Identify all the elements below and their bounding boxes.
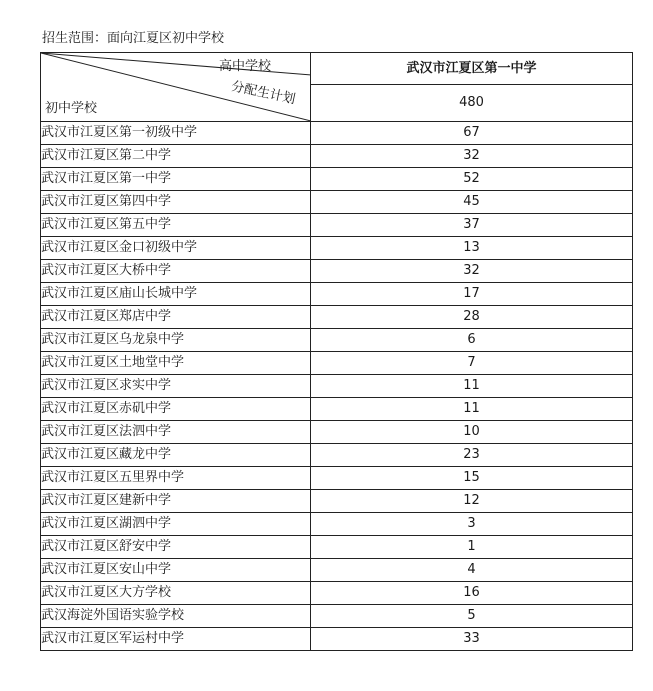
diagonal-label-high-school: 高中学校 [219,59,272,74]
quota-value: 23 [311,444,633,467]
quota-value: 37 [311,214,633,237]
table-row [41,283,633,306]
quota-value: 5 [311,605,633,628]
quota-value: 10 [311,421,633,444]
table-row [41,375,633,398]
junior-school-name: 武汉市江夏区郑店中学 [41,306,311,329]
table-row [41,421,633,444]
table-row [41,513,633,536]
table-row [41,329,633,352]
table-row [41,260,633,283]
quota-value: 15 [311,467,633,490]
table-row [41,559,633,582]
quota-value: 33 [311,628,633,651]
quota-value: 67 [311,122,633,145]
table-row [41,306,633,329]
junior-school-name: 武汉市江夏区大方学校 [41,582,311,605]
quota-value: 32 [311,145,633,168]
quota-value: 6 [311,329,633,352]
junior-school-name: 武汉市江夏区求实中学 [41,375,311,398]
junior-school-name: 武汉市江夏区土地堂中学 [41,352,311,375]
quota-value: 1 [311,536,633,559]
quota-value: 7 [311,352,633,375]
table-row [41,467,633,490]
junior-school-name: 武汉市江夏区安山中学 [41,559,311,582]
allocation-table [40,52,633,651]
junior-school-name: 武汉市江夏区湖泗中学 [41,513,311,536]
junior-school-name: 武汉市江夏区乌龙泉中学 [41,329,311,352]
quota-value: 32 [311,260,633,283]
quota-value: 12 [311,490,633,513]
table-row [41,145,633,168]
table-row [41,628,633,651]
table-row [41,191,633,214]
diagonal-label-junior-school: 初中学校 [45,101,98,116]
junior-school-name: 武汉市江夏区赤矶中学 [41,398,311,421]
quota-value: 11 [311,398,633,421]
quota-value: 17 [311,283,633,306]
table-row [41,214,633,237]
junior-school-name: 武汉市江夏区大桥中学 [41,260,311,283]
quota-value: 3 [311,513,633,536]
quota-value: 4 [311,559,633,582]
table-row [41,582,633,605]
quota-value: 11 [311,375,633,398]
table-row [41,398,633,421]
quota-value: 13 [311,237,633,260]
quota-value: 52 [311,168,633,191]
junior-school-name: 武汉市江夏区第一初级中学 [41,122,311,145]
total-plan-cell: 480 [311,85,633,122]
junior-school-name: 武汉市江夏区庙山长城中学 [41,283,311,306]
junior-school-name: 武汉市江夏区舒安中学 [41,536,311,559]
quota-value: 28 [311,306,633,329]
table-row [41,605,633,628]
diagonal-label-plan: 分配生计划 [229,79,297,108]
junior-school-name: 武汉市江夏区法泗中学 [41,421,311,444]
table-row [41,490,633,513]
table-row [41,122,633,145]
junior-school-name: 武汉市江夏区金口初级中学 [41,237,311,260]
header-row-top [41,53,633,85]
enrollment-scope-text: 招生范围：面向江夏区初中学校 [42,31,225,46]
high-school-header: 武汉市江夏区第一中学 [311,53,633,85]
quota-value: 45 [311,191,633,214]
junior-school-name: 武汉市江夏区藏龙中学 [41,444,311,467]
junior-school-name: 武汉市江夏区建新中学 [41,490,311,513]
table-row [41,352,633,375]
table-row [41,237,633,260]
table-row [41,536,633,559]
junior-school-name: 武汉海淀外国语实验学校 [41,605,311,628]
diagonal-header-cell [41,53,311,122]
junior-school-name: 武汉市江夏区第一中学 [41,168,311,191]
table-row [41,444,633,467]
junior-school-name: 武汉市江夏区第四中学 [41,191,311,214]
junior-school-name: 武汉市江夏区第五中学 [41,214,311,237]
junior-school-name: 武汉市江夏区第二中学 [41,145,311,168]
table-row [41,168,633,191]
junior-school-name: 武汉市江夏区五里界中学 [41,467,311,490]
quota-value: 16 [311,582,633,605]
junior-school-name: 武汉市江夏区军运村中学 [41,628,311,651]
